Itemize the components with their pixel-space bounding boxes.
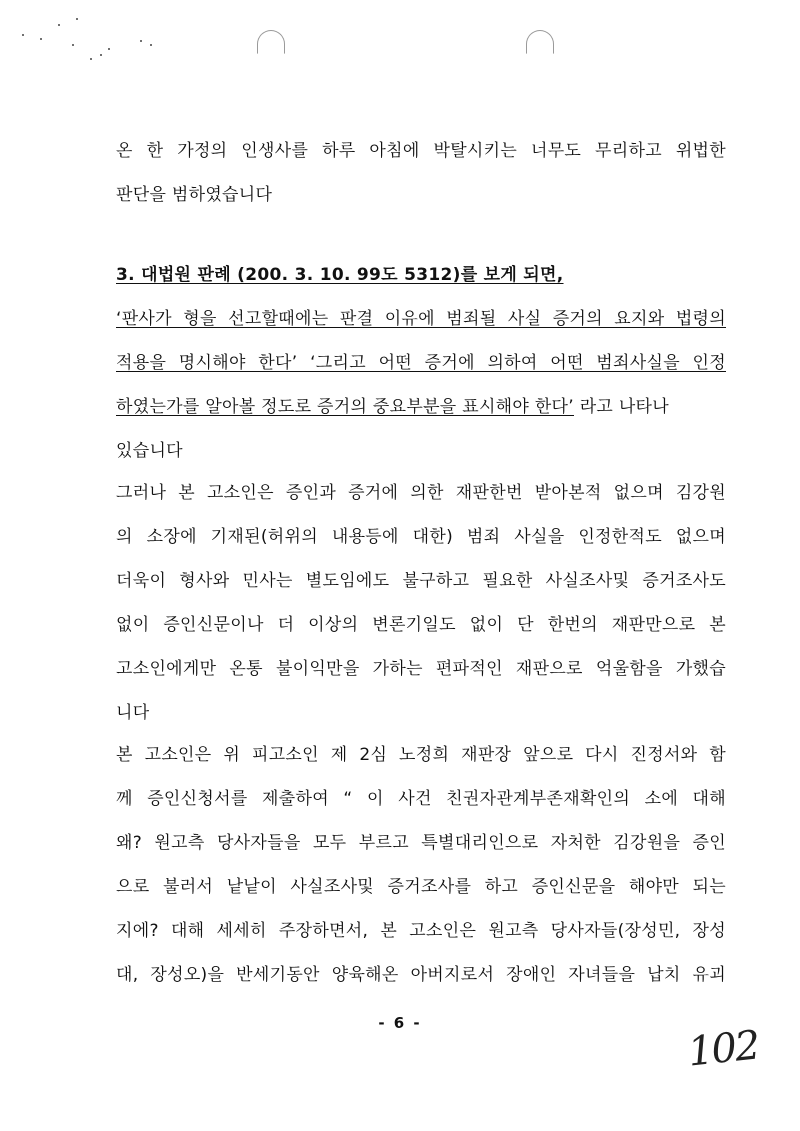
body-line: 온 한 가정의 인생사를 하루 아침에 박탈시키는 너무도 무리하고 위법한	[116, 141, 726, 161]
body-line: 판단을 범하였습니다	[116, 185, 273, 205]
punch-hole	[526, 30, 554, 54]
punch-hole	[257, 30, 285, 54]
quoted-fragment: 하였는가를 알아볼 정도로 증거의 중요부분을 표시해야 한다’	[116, 397, 574, 417]
body-line: 없이 증인신문이나 더 이상의 변론기일도 없이 단 한번의 재판만으로 본	[116, 615, 726, 635]
quoted-line: 적용을 명시해야 한다’ ‘그리고 어떤 증거에 의하여 어떤 범죄사실을 인정	[116, 353, 726, 373]
scan-speck	[90, 58, 92, 60]
quoted-line: ‘판사가 형을 선고할때에는 판결 이유에 범죄될 사실 증거의 요지와 법령의	[116, 309, 726, 329]
scan-speck	[100, 54, 102, 56]
body-line: 더욱이 형사와 민사는 별도임에도 불구하고 필요한 사실조사및 증거조사도	[116, 571, 726, 591]
scan-speck	[76, 18, 78, 20]
scan-speck	[72, 44, 74, 46]
body-line: 께 증인신청서를 제출하여 “ 이 사건 친권자관계부존재확인의 소에 대해	[116, 789, 726, 809]
body-line: 고소인에게만 온통 불이익만을 가하는 편파적인 재판으로 억울함을 가했습	[116, 659, 726, 679]
body-line: 본 고소인은 위 피고소인 제 2심 노정희 재판장 앞으로 다시 진정서와 함	[116, 745, 726, 765]
quoted-line-mixed	[116, 394, 726, 420]
scan-speck	[108, 48, 110, 50]
scan-speck	[58, 24, 60, 26]
body-line: 있습니다	[116, 441, 183, 461]
body-line: 으로 불러서 낱낱이 사실조사및 증거조사를 하고 증인신문을 해야만 되는	[116, 877, 726, 897]
body-line: 의 소장에 기재된(허위의 내용등에 대한) 범죄 사실을 인정한적도 없으며	[116, 527, 726, 547]
scan-speck	[150, 44, 152, 46]
page-number: - 6 -	[378, 1014, 422, 1032]
body-line: 그러나 본 고소인은 증인과 증거에 의한 재판한번 받아본적 없으며 김강원	[116, 483, 726, 503]
handwritten-page-number: 102	[685, 1022, 761, 1076]
body-line: 니다	[116, 703, 150, 723]
plain-fragment: 라고 나타나	[573, 397, 670, 417]
body-line: 지에? 대해 세세히 주장하면서, 본 고소인은 원고측 당사자들(장성민, 장성	[116, 921, 726, 941]
scan-speck	[22, 34, 24, 36]
scan-speck	[40, 38, 42, 40]
body-line: 왜? 원고측 당사자들을 모두 부르고 특별대리인으로 자처한 김강원을 증인	[116, 833, 726, 853]
section-heading: 3. 대법원 판례 (200. 3. 10. 99도 5312)를 보게 되면,	[116, 265, 564, 285]
body-line: 대, 장성오)을 반세기동안 양육해온 아버지로서 장애인 자녀들을 납치 유괴	[116, 965, 726, 985]
scan-speck	[140, 40, 142, 42]
